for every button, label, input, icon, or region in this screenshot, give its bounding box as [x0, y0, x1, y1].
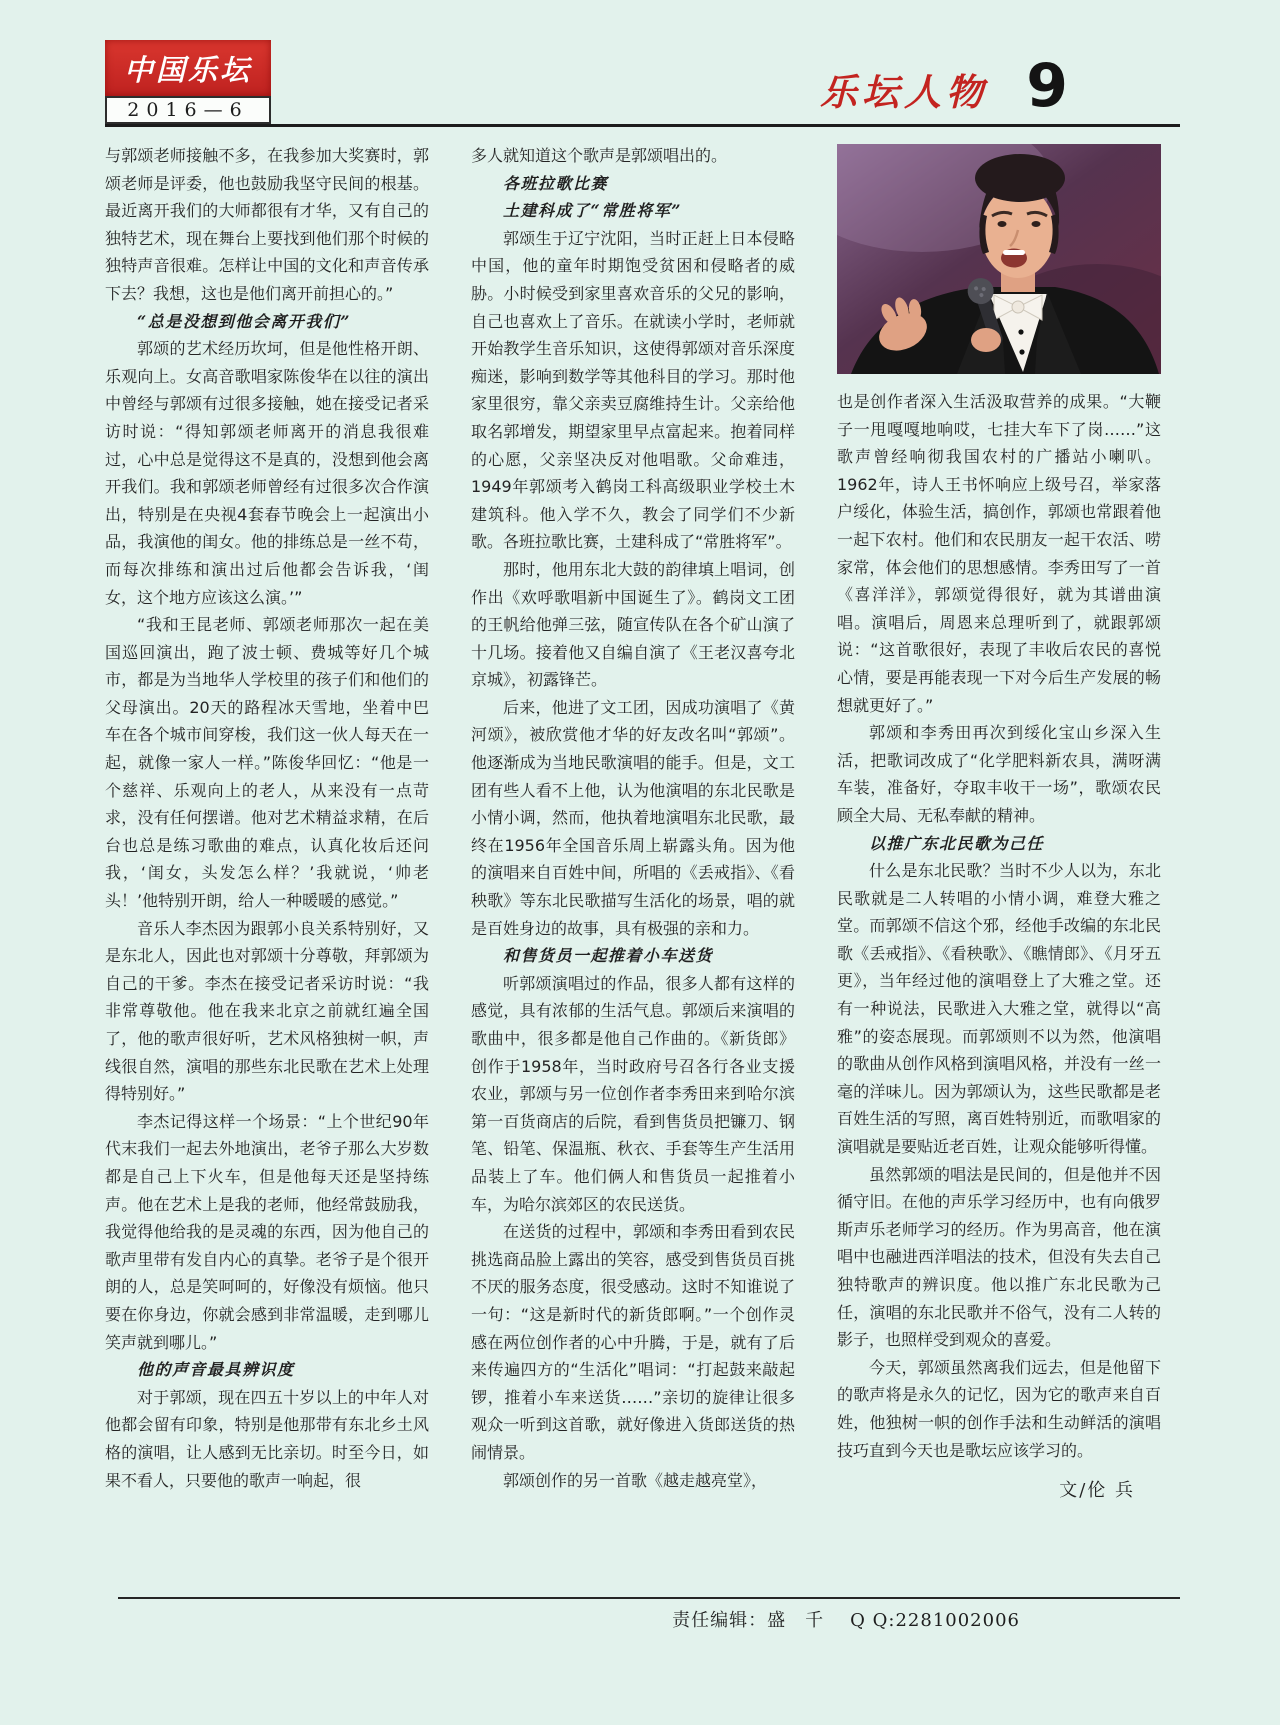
- paragraph: “我和王昆老师、郭颂老师那次一起在美国巡回演出，跑了波士顿、费城等好几个城市，都是为当地华人学校里的孩子们和他们的父母演出。20天的路程冰天雪地，坐着中巴车在各个城市间穿梭，我们这一伙人每天在一起，就像一家人一样。”陈俊华回忆：“他是一个慈祥、乐观向上的老人，从来没有一点苛求，没有任何摆谱。他对艺术精益求精，在后台也总是练习歌曲的难点，认真化妆后还问我，‘闺女，头发怎么样？’我就说，‘帅老头！’他特别开朗，给人一种暖暖的感觉。”: [105, 615, 429, 911]
- page-header: [105, 40, 1180, 124]
- article-body: [105, 142, 1161, 1594]
- paragraph: 听郭颂演唱过的作品，很多人都有这样的感觉，具有浓郁的生活气息。郭颂后来演唱的歌曲中，很多都是他自己作曲的。《新货郎》创作于1958年，当时政府号召各行各业支援农业，郭颂与另一位创作者李秀田来到哈尔滨第一百货商店的后院，看到售货员把镰刀、钢笔、铅笔、保温瓶、秋衣、手套等生产生活用品装上了车。他们俩人和售货员一起推着小车，为哈尔滨郊区的农民送货。: [471, 973, 795, 1214]
- logo-issue-number: 2016—6: [105, 96, 271, 124]
- paragraph: 郭颂的艺术经历坎坷，但是他性格开朗、乐观向上。女高音歌唱家陈俊华在以往的演出中曾经与郭颂有过很多接触，她在接受记者采访时说：“得知郭颂老师离开的消息我很难过，心中总是觉得这不是真的，没想到他会离开我们。我和郭颂老师曾经有过很多次合作演出，特别是在央视4套春节晚会上一起演出小品，我演他的闺女。他的排练总是一丝不苟，而每次排练和演出过后他都会告诉我，‘闺女，这个地方应该这么演。’”: [105, 339, 429, 607]
- column-2: [471, 142, 795, 1594]
- section-subhead: 他的声音最具辨识度: [137, 1360, 295, 1380]
- paragraph: 郭颂创作的另一首歌《越走越亮堂》，: [503, 1470, 768, 1490]
- paragraph: 什么是东北民歌？当时不少人以为，东北民歌就是二人转唱的小情小调，难登大雅之堂。而郭颂不信这个邪，经他手改编的东北民歌《丢戒指》、《看秧歌》、《瞧情郎》、《月牙五更》，当年经过他的演唱登上了大雅之堂。还有一种说法，民歌进入大雅之堂，就得以“高雅”的姿态展现。而郭颂则不以为然，他演唱的歌曲从创作风格到演唱风格，并没有一丝一毫的洋味儿。因为郭颂认为，这些民歌都是老百姓生活的写照，离百姓特别近，而歌唱家的演唱就是要贴近老百姓，让观众能够听得懂。: [837, 861, 1161, 1157]
- paragraph: 多人就知道这个歌声是郭颂唱出的。: [471, 146, 728, 165]
- section-subhead: “总是没想到他会离开我们”: [137, 311, 351, 331]
- paragraph: 郭颂生于辽宁沈阳，当时正赶上日本侵略中国，他的童年时期饱受贫困和侵略者的威胁。小时候受到家里喜欢音乐的父兄的影响，自己也喜欢上了音乐。在就读小学时，老师就开始教学生音乐知识，这使得郭颂对音乐深度痴迷，影响到数学等其他科目的学习。那时他家里很穷，靠父亲卖豆腐维持生计。父亲给他取名郭增发，期望家里早点富起来。抱着同样的心愿，父亲坚决反对他唱歌。父命难违，1949年郭颂考入鹤岗工科高级职业学校土木建筑科。他入学不久，教会了同学们不少新歌。各班拉歌比赛，土建科成了“常胜将军”。: [471, 228, 795, 552]
- footer-credits: [105, 1606, 1020, 1632]
- editor-qq: Q Q:2281002006: [850, 1610, 1020, 1631]
- section-title: 乐坛人物: [820, 70, 988, 114]
- section-subhead: 土建科成了“常胜将军”: [503, 201, 682, 221]
- magazine-logo: [105, 40, 271, 124]
- paragraph: 音乐人李杰因为跟郭小良关系特别好，又是东北人，因此也对郭颂十分尊敬，拜郭颂为自己的干爹。李杰在接受记者采访时说：“我非常尊敬他。他在我来北京之前就红遍全国了，他的歌声很好听，艺术风格独树一帜，声线很自然，演唱的那些东北民歌在艺术上处理得特别好。”: [105, 918, 429, 1104]
- editor-credit: 责任编辑：盛 千: [672, 1610, 825, 1631]
- header-rule: [105, 124, 1180, 127]
- section-subhead: 以推广东北民歌为己任: [869, 833, 1045, 853]
- paragraph: 后来，他进了文工团，因成功演唱了《黄河颂》，被欣赏他才华的好友改名叫“郭颂”。他逐渐成为当地民歌演唱的能手。但是，文工团有些人看不上他，认为他演唱的东北民歌是小情小调，然而，他执着地演唱东北民歌，最终在1956年全国音乐周上崭露头角。因为他的演唱来自百姓中间，所唱的《丢戒指》、《看秧歌》等东北民歌描写生活化的场景，唱的就是百姓身边的故事，具有极强的亲和力。: [471, 697, 795, 938]
- byline: 文/伦 兵: [1059, 1480, 1135, 1502]
- footer-rule: [118, 1597, 1180, 1599]
- paragraph: 李杰记得这样一个场景：“上个世纪90年代末我们一起去外地演出，老爷子那么大岁数都是自己上下火车，但是他每天还是坚持练声。他在艺术上是我的老师，他经常鼓励我，我觉得他给我的是灵魂的东西，因为他自己的歌声里带有发自内心的真挚。老爷子是个很开朗的人，总是笑呵呵的，好像没有烦恼。他只要在你身边，你就会感到非常温暖，走到哪儿笑声就到哪儿。”: [105, 1111, 429, 1352]
- section-subhead: 各班拉歌比赛: [503, 173, 609, 193]
- paragraph: 那时，他用东北大鼓的韵律填上唱词，创作出《欢呼歌唱新中国诞生了》。鹤岗文工团的王帆给他弹三弦，随宣传队在各个矿山演了十几场。接着他又自编自演了《王老汉喜夸北京城》，初露锋芒。: [471, 559, 795, 690]
- singer-portrait-illustration: [837, 144, 1161, 374]
- paragraph: 与郭颂老师接触不多，在我参加大奖赛时，郭颂老师是评委，他也鼓励我坚守民间的根基。最近离开我们的大师都很有才华，又有自己的独特艺术，现在舞台上要找到他们那个时候的独特声音很难。怎样让中国的文化和声音传承下去？我想，这也是他们离开前担心的。”: [105, 146, 429, 303]
- paragraph: 今天，郭颂虽然离我们远去，但是他留下的歌声将是永久的记忆，因为它的歌声来自百姓，他独树一帜的创作手法和生动鲜活的演唱技巧直到今天也是歌坛应该学习的。: [837, 1357, 1161, 1460]
- guo-song-photo: [837, 144, 1161, 374]
- paragraph: 也是创作者深入生活汲取营养的成果。“大鞭子一甩嘎嘎地响哎，七挂大车下了岗……”这歌声曾经响彻我国农村的广播站小喇叭。1962年，诗人王书怀响应上级号召，举家落户绥化，体验生活，搞创作，郭颂也常跟着他一起下农村。他们和农民朋友一起干农活、唠家常，体会他们的思想感情。李秀田写了一首《喜洋洋》，郭颂觉得很好，就为其谱曲演唱。演唱后，周恩来总理听到了，就跟郭颂说：“这首歌很好，表现了丰收后农民的喜悦心情，要是再能表现一下对今后生产发展的畅想就更好了。”: [837, 392, 1161, 715]
- column-1: [105, 142, 429, 1594]
- logo-title: 中国乐坛: [105, 40, 271, 96]
- paragraph: 郭颂和李秀田再次到绥化宝山乡深入生活，把歌词改成了“化学肥料新农具，满呀满车装，准备好，夺取丰收干一场”，歌颂农民顾全大局、无私奉献的精神。: [837, 723, 1161, 825]
- paragraph: 在送货的过程中，郭颂和李秀田看到农民挑选商品脸上露出的笑容，感受到售货员百挑不厌的服务态度，很受感动。这时不知谁说了一句：“这是新时代的新货郎啊。”一个创作灵感在两位创作者的心中升腾，于是，就有了后来传遍四方的“生活化”唱词：“打起鼓来敲起锣，推着小车来送货……”亲切的旋律让很多观众一听到这首歌，就好像进入货郎送货的热闹情景。: [471, 1222, 795, 1462]
- paragraph: 对于郭颂，现在四五十岁以上的中年人对他都会留有印象，特别是他那带有东北乡土风格的演唱，让人感到无比亲切。时至今日，如果不看人，只要他的歌声一响起，很: [105, 1387, 429, 1490]
- page-number: 9: [1026, 51, 1068, 121]
- column-3: [837, 142, 1161, 1594]
- column-3-text: [837, 388, 1161, 1464]
- section-subhead: 和售货员一起推着小车送货: [503, 946, 714, 966]
- paragraph: 虽然郭颂的唱法是民间的，但是他并不因循守旧。在他的声乐学习经历中，也有向俄罗斯声乐老师学习的经历。作为男高音，他在演唱中也融进西洋唱法的技术，但没有失去自己独特歌声的辨识度。他以推广东北民歌为己任，演唱的东北民歌并不俗气，没有二人转的影子，也照样受到观众的喜爱。: [837, 1164, 1161, 1350]
